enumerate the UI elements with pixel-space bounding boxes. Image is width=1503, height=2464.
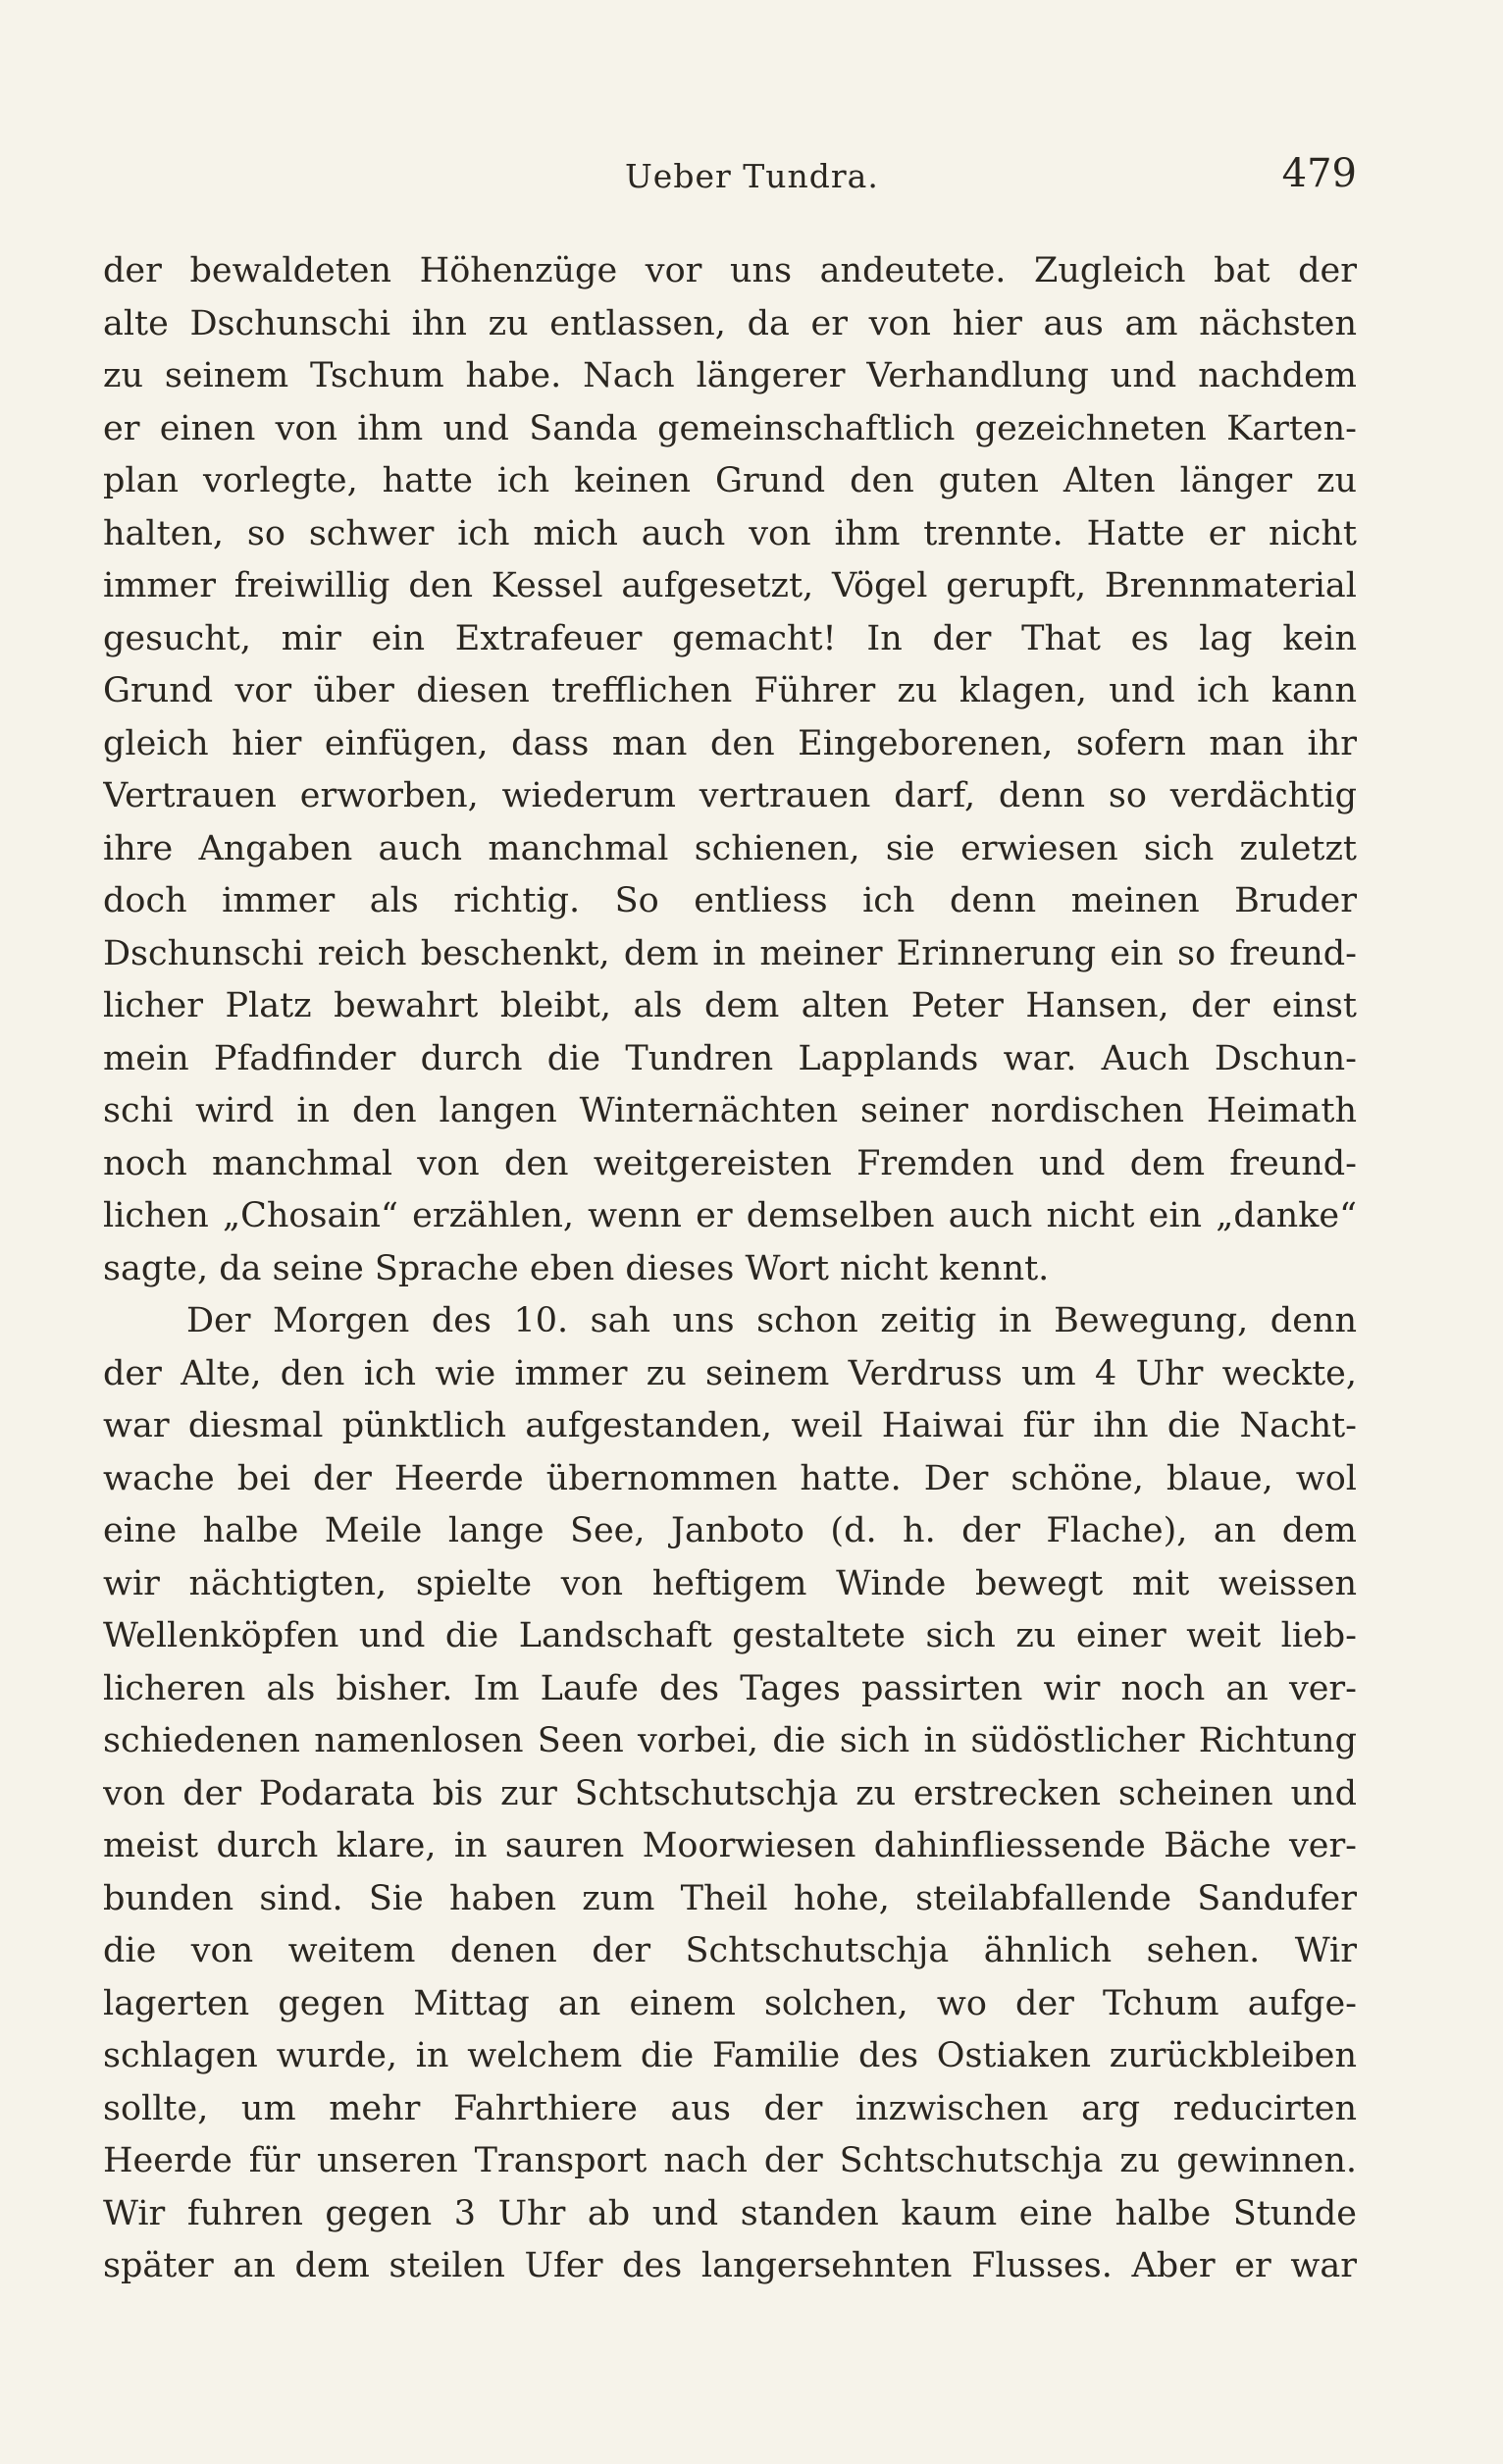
text-line: Dschunschi reich beschenkt, dem in meiner Erinnerung ein so freund- [103,933,1357,973]
text-line: noch manchmal von den weitgereisten Fremden und dem freund- [103,1143,1357,1183]
text-line: ihre Angaben auch manchmal schienen, sie erwiesen sich zuletzt [103,828,1357,868]
page-number: 479 [1281,151,1357,196]
text-line: Wellenköpfen und die Landschaft gestaltete sich zu einer weit lieb- [103,1616,1357,1655]
text-line: meist durch klare, in sauren Moorwiesen dahinfliessende Bäche ver- [103,1826,1357,1865]
text-line: war diesmal pünktlich aufgestanden, weil Haiwai für ihn die Nacht- [103,1406,1357,1445]
text-line: plan vorlegte, hatte ich keinen Grund den guten Alten länger zu [103,461,1357,500]
text-line: Heerde für unseren Transport nach der Schtschutschja zu gewinnen. [103,2141,1357,2180]
text-line: immer freiwillig den Kessel aufgesetzt, Vögel gerupft, Brennmaterial [103,566,1357,605]
text-line: später an dem steilen Ufer des langersehnten Flusses. Aber er war [103,2246,1357,2285]
running-head: Ueber Tundra. [625,157,879,195]
text-line: gesucht, mir ein Extrafeuer gemacht! In der That es lag kein [103,618,1357,658]
text-line: gleich hier einfügen, dass man den Eingeborenen, sofern man ihr [103,723,1357,763]
text-line: sagte, da seine Sprache eben dieses Wort nicht kennt. [103,1248,1050,1288]
text-line: schiedenen namenlosen Seen vorbei, die sich in südöstlicher Richtung [103,1721,1357,1760]
text-line: er einen von ihm und Sanda gemeinschaftlich gezeichneten Karten- [103,408,1357,448]
text-line: sollte, um mehr Fahrthiere aus der inzwischen arg reducirten [103,2088,1357,2128]
text-line: doch immer als richtig. So entliess ich denn meinen Bruder [103,881,1357,920]
text-line: Grund vor über diesen trefflichen Führer zu klagen, und ich kann [103,671,1357,710]
body-text [103,245,1357,2293]
text-line: wir nächtigten, spielte von heftigem Winde bewegt mit weissen [103,1563,1357,1603]
text-line: der Alte, den ich wie immer zu seinem Verdruss um 4 Uhr weckte, [103,1353,1357,1393]
text-line: Wir fuhren gegen 3 Uhr ab und standen kaum eine halbe Stunde [103,2193,1357,2233]
text-line: mein Pfadfinder durch die Tundren Lapplands war. Auch Dschun- [103,1038,1357,1078]
text-line: eine halbe Meile lange See, Janboto (d. h. der Flache), an dem [103,1511,1357,1550]
text-line: alte Dschunschi ihn zu entlassen, da er von hier aus am nächsten [103,303,1357,343]
page-header [103,151,1357,206]
text-line: der bewaldeten Höhenzüge vor uns andeutete. Zugleich bat der [103,251,1357,290]
text-line: licher Platz bewahrt bleibt, als dem alten Peter Hansen, der einst [103,986,1357,1025]
text-line: schi wird in den langen Winternächten seiner nordischen Heimath [103,1091,1357,1130]
text-line: lagerten gegen Mittag an einem solchen, wo der Tchum aufge- [103,1983,1357,2023]
text-line: bunden sind. Sie haben zum Theil hohe, steilabfallende Sandufer [103,1878,1357,1918]
text-line: wache bei der Heerde übernommen hatte. Der schöne, blaue, wol [103,1458,1357,1498]
text-line: Der Morgen des 10. sah uns schon zeitig in Bewegung, denn [186,1301,1357,1340]
text-line: die von weitem denen der Schtschutschja ähnlich sehen. Wir [103,1931,1357,1970]
text-line: zu seinem Tschum habe. Nach längerer Verhandlung und nachdem [103,356,1357,395]
text-line: licheren als bisher. Im Laufe des Tages passirten wir noch an ver- [103,1668,1357,1708]
text-line: halten, so schwer ich mich auch von ihm trennte. Hatte er nicht [103,513,1357,553]
text-line: von der Podarata bis zur Schtschutschja zu erstrecken scheinen und [103,1773,1357,1813]
text-line: lichen „Chosain“ erzählen, wenn er demselben auch nicht ein „danke“ [103,1196,1357,1235]
text-line: schlagen wurde, in welchem die Familie des Ostiaken zurückbleiben [103,2036,1357,2075]
text-line: Vertrauen erworben, wiederum vertrauen darf, denn so verdächtig [103,776,1357,815]
